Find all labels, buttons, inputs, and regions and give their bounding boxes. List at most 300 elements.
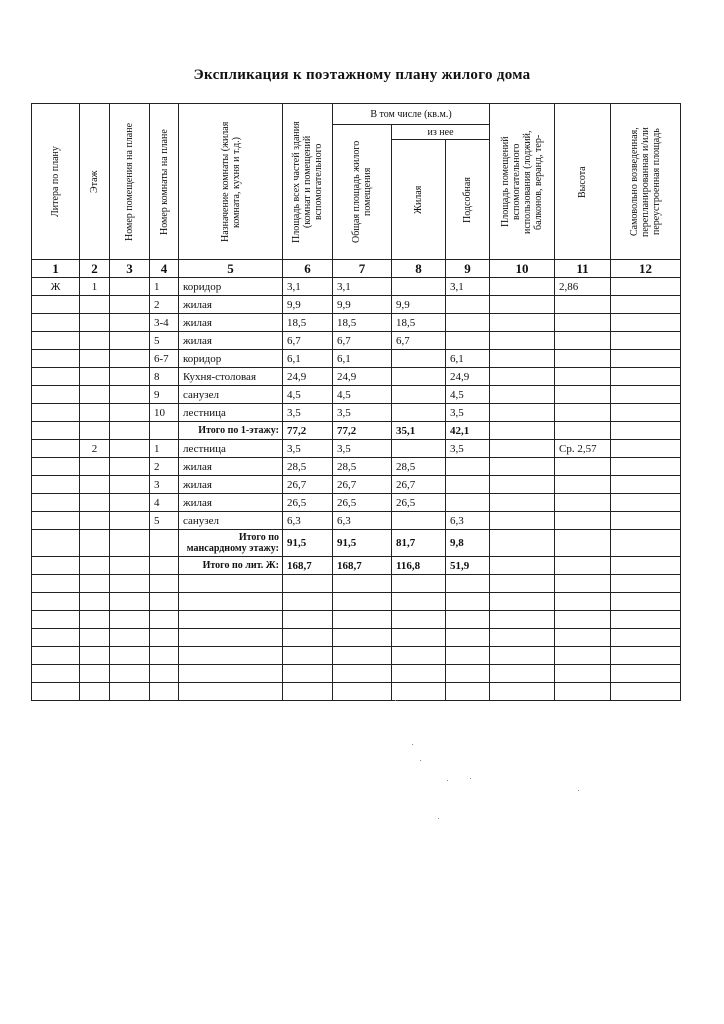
table-cell: жилая: [179, 314, 283, 332]
table-cell: 77,2: [283, 422, 333, 440]
table-cell: 3,5: [283, 440, 333, 458]
table-cell: 91,5: [283, 530, 333, 557]
total-label: Итого по мансардному этажу:: [179, 530, 283, 557]
table-row: [32, 314, 681, 332]
table-cell: [283, 575, 333, 593]
table-cell: [32, 476, 80, 494]
table-cell: [555, 665, 611, 683]
table-cell: [446, 629, 490, 647]
table-cell: 116,8: [392, 557, 446, 575]
table-row: [32, 458, 681, 476]
table-row: [32, 404, 681, 422]
table-cell: [110, 512, 150, 530]
table-cell: 5: [150, 332, 179, 350]
scan-speck: [578, 790, 579, 791]
table-cell: лестница: [179, 404, 283, 422]
empty-row: [32, 629, 681, 647]
table-cell: 3,1: [333, 278, 392, 296]
table-cell: [80, 422, 110, 440]
table-cell: 18,5: [392, 314, 446, 332]
table-cell: [179, 593, 283, 611]
table-cell: [179, 647, 283, 665]
table-cell: 4,5: [283, 386, 333, 404]
table-cell: [490, 476, 555, 494]
table-cell: [333, 629, 392, 647]
scan-speck: [412, 744, 413, 745]
table-cell: [110, 296, 150, 314]
table-cell: [80, 458, 110, 476]
table-cell: [32, 530, 80, 557]
table-cell: [80, 476, 110, 494]
table-cell: [555, 575, 611, 593]
header-living-premises-area: Общая площадь жилого помещения: [333, 125, 392, 260]
table-cell: [490, 683, 555, 701]
table-cell: [80, 683, 110, 701]
total-row: [32, 557, 681, 575]
table-cell: 6,3: [333, 512, 392, 530]
table-cell: [446, 458, 490, 476]
table-cell: 6,3: [283, 512, 333, 530]
page-title: Экспликация к поэтажному плану жилого дома: [193, 67, 531, 83]
table-cell: [392, 629, 446, 647]
column-number: 12: [611, 260, 681, 278]
empty-row: [32, 647, 681, 665]
table-cell: 35,1: [392, 422, 446, 440]
table-cell: [392, 512, 446, 530]
table-cell: [392, 665, 446, 683]
table-cell: 24,9: [283, 368, 333, 386]
table-cell: [110, 494, 150, 512]
table-cell: [110, 629, 150, 647]
table-cell: 91,5: [333, 530, 392, 557]
table-row: [32, 494, 681, 512]
table-cell: [611, 575, 681, 593]
header-living: Жилая: [392, 140, 446, 260]
table-cell: [110, 278, 150, 296]
table-row: [32, 512, 681, 530]
table-cell: жилая: [179, 476, 283, 494]
table-cell: санузел: [179, 512, 283, 530]
table-cell: [392, 278, 446, 296]
table-cell: 51,9: [446, 557, 490, 575]
table-cell: [611, 512, 681, 530]
table-cell: [110, 593, 150, 611]
table-cell: [555, 593, 611, 611]
table-row: [32, 386, 681, 404]
table-cell: [490, 440, 555, 458]
table-cell: [611, 557, 681, 575]
table-cell: 26,5: [333, 494, 392, 512]
table-cell: [446, 683, 490, 701]
table-cell: [555, 386, 611, 404]
table-cell: [32, 629, 80, 647]
table-cell: [80, 494, 110, 512]
header-premises-number: Номер помещения на плане: [110, 104, 150, 260]
scan-speck: [395, 700, 396, 701]
header-unauthorized-area: Самовольно возведенная, перепланированная и/или переустроенная площадь: [611, 104, 681, 260]
table-cell: [490, 422, 555, 440]
table-cell: [32, 422, 80, 440]
table-cell: [110, 575, 150, 593]
table-cell: [333, 683, 392, 701]
table-cell: 26,5: [392, 494, 446, 512]
table-cell: [392, 350, 446, 368]
table-cell: [283, 683, 333, 701]
table-cell: [611, 404, 681, 422]
table-cell: 18,5: [333, 314, 392, 332]
table-cell: [80, 386, 110, 404]
table-cell: 77,2: [333, 422, 392, 440]
table-cell: 2: [80, 440, 110, 458]
table-cell: [110, 557, 150, 575]
table-row: [32, 440, 681, 458]
total-label: Итого по 1-этажу:: [179, 422, 283, 440]
table-cell: [490, 557, 555, 575]
header-total-area: Площадь всех частей здания (комнат и помещений вспомогательного: [283, 104, 333, 260]
table-cell: [32, 557, 80, 575]
table-cell: [392, 440, 446, 458]
column-number: 3: [110, 260, 150, 278]
table-cell: 81,7: [392, 530, 446, 557]
table-cell: [32, 665, 80, 683]
table-cell: 28,5: [333, 458, 392, 476]
table-cell: 4,5: [333, 386, 392, 404]
table-cell: [392, 683, 446, 701]
table-cell: [32, 512, 80, 530]
table-cell: [179, 575, 283, 593]
table-cell: [110, 647, 150, 665]
table-cell: [611, 494, 681, 512]
table-cell: 6-7: [150, 350, 179, 368]
table-cell: 6,1: [283, 350, 333, 368]
table-cell: [555, 350, 611, 368]
table-cell: [80, 593, 110, 611]
table-cell: [555, 530, 611, 557]
table-cell: [490, 647, 555, 665]
table-cell: [150, 683, 179, 701]
table-cell: [490, 575, 555, 593]
table-cell: 9,9: [392, 296, 446, 314]
table-cell: [110, 611, 150, 629]
table-cell: 9,9: [333, 296, 392, 314]
table-cell: 6,1: [446, 350, 490, 368]
table-cell: [283, 629, 333, 647]
column-number: 8: [392, 260, 446, 278]
table-cell: 3,1: [446, 278, 490, 296]
table-cell: [80, 314, 110, 332]
table-cell: [611, 440, 681, 458]
table-cell: 3-4: [150, 314, 179, 332]
table-cell: [611, 629, 681, 647]
table-cell: [611, 476, 681, 494]
table-cell: жилая: [179, 494, 283, 512]
table-cell: 9,8: [446, 530, 490, 557]
table-cell: [490, 665, 555, 683]
scan-speck: [447, 780, 448, 781]
table-cell: [490, 368, 555, 386]
table-cell: [555, 404, 611, 422]
table-cell: [446, 575, 490, 593]
table-cell: [611, 665, 681, 683]
table-cell: [150, 629, 179, 647]
table-cell: 26,7: [392, 476, 446, 494]
table-cell: [392, 368, 446, 386]
table-cell: [490, 530, 555, 557]
table-cell: 9,9: [283, 296, 333, 314]
table-cell: [32, 647, 80, 665]
table-cell: [179, 611, 283, 629]
table-cell: [110, 476, 150, 494]
table-cell: [611, 350, 681, 368]
table-cell: [179, 629, 283, 647]
table-cell: [333, 575, 392, 593]
table-cell: [555, 332, 611, 350]
table-cell: [150, 530, 179, 557]
table-cell: жилая: [179, 296, 283, 314]
table-cell: [490, 593, 555, 611]
table-cell: 28,5: [283, 458, 333, 476]
table-row: [32, 476, 681, 494]
table-cell: [446, 593, 490, 611]
empty-row: [32, 611, 681, 629]
table-cell: санузел: [179, 386, 283, 404]
table-cell: [611, 296, 681, 314]
table-row: [32, 296, 681, 314]
column-number: 9: [446, 260, 490, 278]
table-cell: [150, 557, 179, 575]
table-row: [32, 368, 681, 386]
table-cell: [490, 512, 555, 530]
table-cell: [490, 458, 555, 476]
table-cell: [80, 629, 110, 647]
table-cell: 1: [150, 278, 179, 296]
table-cell: 6,7: [333, 332, 392, 350]
table-cell: [150, 575, 179, 593]
table-cell: [555, 458, 611, 476]
header-of-which: из нее: [392, 125, 490, 140]
column-number: 2: [80, 260, 110, 278]
table-cell: [490, 386, 555, 404]
table-cell: 3: [150, 476, 179, 494]
header-room-purpose: Назначение комнаты (жилая комната, кухня и т.д.): [179, 104, 283, 260]
table-cell: [80, 296, 110, 314]
table-cell: коридор: [179, 350, 283, 368]
table-cell: [555, 314, 611, 332]
table-cell: [333, 647, 392, 665]
table-cell: 2: [150, 296, 179, 314]
table-cell: [392, 575, 446, 593]
table-cell: [611, 458, 681, 476]
table-cell: [80, 368, 110, 386]
table-cell: [392, 404, 446, 422]
table-cell: [611, 530, 681, 557]
table-cell: 8: [150, 368, 179, 386]
table-cell: [490, 629, 555, 647]
column-number-row: [32, 260, 681, 278]
table-cell: Кухня-столовая: [179, 368, 283, 386]
column-number: 7: [333, 260, 392, 278]
column-number: 1: [32, 260, 80, 278]
table-cell: 26,7: [333, 476, 392, 494]
column-number: 5: [179, 260, 283, 278]
table-cell: [150, 593, 179, 611]
table-cell: [333, 665, 392, 683]
table-cell: [555, 629, 611, 647]
table-cell: [446, 494, 490, 512]
table-cell: [490, 296, 555, 314]
table-cell: [283, 665, 333, 683]
table-cell: 24,9: [446, 368, 490, 386]
table-cell: [490, 332, 555, 350]
header-utility: Подсобная: [446, 140, 490, 260]
table-cell: [555, 368, 611, 386]
table-row: [32, 278, 681, 296]
table-cell: [32, 296, 80, 314]
table-cell: Ср. 2,57: [555, 440, 611, 458]
table-cell: 2,86: [555, 278, 611, 296]
table-cell: [490, 314, 555, 332]
table-cell: Ж: [32, 278, 80, 296]
table-cell: [555, 557, 611, 575]
table-cell: [555, 422, 611, 440]
table-cell: 1: [80, 278, 110, 296]
table-cell: [283, 611, 333, 629]
table-cell: лестница: [179, 440, 283, 458]
scan-speck: [438, 818, 439, 819]
table-cell: [110, 665, 150, 683]
table-cell: [490, 278, 555, 296]
table-cell: 3,5: [333, 404, 392, 422]
header-litera: Литера по плану: [32, 104, 80, 260]
table-cell: 10: [150, 404, 179, 422]
table-cell: [32, 593, 80, 611]
table-cell: 6,7: [392, 332, 446, 350]
table-cell: [490, 494, 555, 512]
table-cell: 6,3: [446, 512, 490, 530]
header-room-number: Номер комнаты на плане: [150, 104, 179, 260]
table-cell: жилая: [179, 458, 283, 476]
table-cell: [611, 368, 681, 386]
table-cell: [392, 647, 446, 665]
table-row: [32, 332, 681, 350]
table-cell: [110, 368, 150, 386]
table-cell: 3,1: [283, 278, 333, 296]
table-cell: [80, 530, 110, 557]
table-cell: 2: [150, 458, 179, 476]
table-cell: [32, 332, 80, 350]
table-cell: [32, 404, 80, 422]
table-cell: 5: [150, 512, 179, 530]
table-cell: [110, 332, 150, 350]
table-cell: [110, 683, 150, 701]
table-cell: [179, 683, 283, 701]
table-cell: [446, 476, 490, 494]
table-cell: [283, 593, 333, 611]
table-cell: [611, 683, 681, 701]
table-cell: [446, 296, 490, 314]
table-cell: [80, 611, 110, 629]
table-cell: [110, 314, 150, 332]
header-floor: Этаж: [80, 104, 110, 260]
table-cell: [446, 314, 490, 332]
table-cell: [611, 647, 681, 665]
table-cell: [80, 647, 110, 665]
empty-row: [32, 593, 681, 611]
table-cell: [611, 278, 681, 296]
table-cell: [446, 611, 490, 629]
table-cell: [611, 611, 681, 629]
column-number: 6: [283, 260, 333, 278]
table-cell: [392, 386, 446, 404]
table-cell: [32, 611, 80, 629]
table-cell: [392, 593, 446, 611]
table-row: [32, 350, 681, 368]
table-cell: [80, 512, 110, 530]
table-cell: [333, 611, 392, 629]
table-cell: [80, 350, 110, 368]
table-cell: [110, 422, 150, 440]
table-cell: жилая: [179, 332, 283, 350]
table-cell: [110, 386, 150, 404]
table-cell: 9: [150, 386, 179, 404]
scan-speck: [470, 778, 471, 779]
table-cell: 26,5: [283, 494, 333, 512]
table-cell: 6,1: [333, 350, 392, 368]
header-height: Высота: [555, 104, 611, 260]
table-cell: [555, 494, 611, 512]
table-cell: 3,5: [446, 440, 490, 458]
table-cell: [150, 647, 179, 665]
table-cell: [32, 386, 80, 404]
scan-speck: [420, 760, 421, 761]
table-cell: [446, 665, 490, 683]
explication-table: [31, 103, 681, 701]
table-cell: [80, 332, 110, 350]
table-cell: [150, 422, 179, 440]
table-cell: [611, 593, 681, 611]
table-cell: [32, 494, 80, 512]
total-row: [32, 530, 681, 557]
table-cell: [490, 611, 555, 629]
table-cell: 42,1: [446, 422, 490, 440]
table-cell: 4: [150, 494, 179, 512]
table-cell: [392, 611, 446, 629]
table-cell: [555, 512, 611, 530]
table-cell: 168,7: [283, 557, 333, 575]
table-cell: [555, 296, 611, 314]
table-cell: 3,5: [333, 440, 392, 458]
table-cell: [555, 683, 611, 701]
table-cell: [283, 647, 333, 665]
table-cell: коридор: [179, 278, 283, 296]
empty-row: [32, 665, 681, 683]
table-cell: [80, 665, 110, 683]
total-row: [32, 422, 681, 440]
table-cell: [80, 404, 110, 422]
header-including-group: В том числе (кв.м.): [333, 104, 490, 125]
table-cell: [80, 575, 110, 593]
table-cell: 1: [150, 440, 179, 458]
header-auxiliary-area: Площадь помещений вспомогательного использования (лоджий, балконов, веранд, тер-: [490, 104, 555, 260]
table-cell: [611, 332, 681, 350]
table-cell: [446, 332, 490, 350]
table-cell: [110, 530, 150, 557]
table-cell: 24,9: [333, 368, 392, 386]
table-cell: [110, 350, 150, 368]
table-cell: [32, 314, 80, 332]
empty-row: [32, 575, 681, 593]
table-cell: [32, 575, 80, 593]
